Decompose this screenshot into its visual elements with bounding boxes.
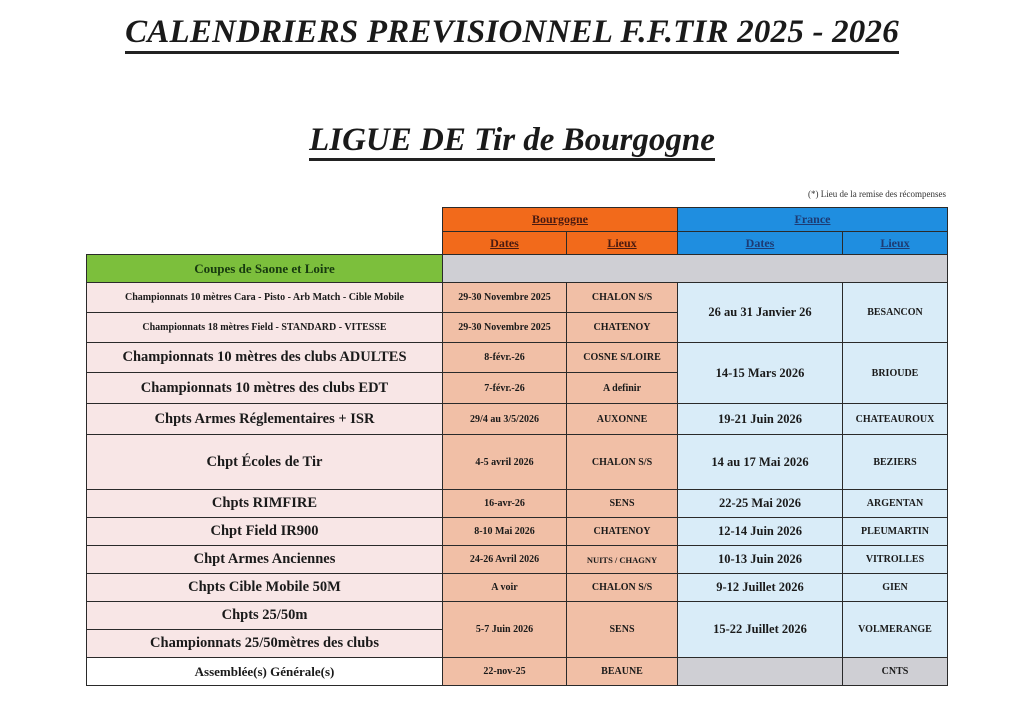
- event-name: Championnats 18 mètres Field - STANDARD - VITESSE: [87, 313, 443, 343]
- france-lieu: GIEN: [843, 574, 948, 602]
- section-coupes: Coupes de Saone et Loire: [87, 255, 443, 283]
- table-row: [87, 602, 948, 630]
- header-bourgogne-dates: Dates: [443, 232, 567, 255]
- event-name: Championnats 10 mètres des clubs ADULTES: [87, 343, 443, 373]
- france-date: 12-14 Juin 2026: [678, 518, 843, 546]
- france-date: 26 au 31 Janvier 26: [678, 283, 843, 343]
- bourgogne-lieu: CHATENOY: [567, 313, 678, 343]
- table-row: [87, 574, 948, 602]
- france-date: 14-15 Mars 2026: [678, 343, 843, 404]
- france-date: 9-12 Juillet 2026: [678, 574, 843, 602]
- table-row: [87, 490, 948, 518]
- header-france-lieux: Lieux: [843, 232, 948, 255]
- event-name: Chpts Armes Réglementaires + ISR: [87, 404, 443, 435]
- bourgogne-date: 29-30 Novembre 2025: [443, 283, 567, 313]
- france-lieu: CNTS: [843, 658, 948, 686]
- bourgogne-date: A voir: [443, 574, 567, 602]
- table-row: [87, 518, 948, 546]
- document-title: CALENDRIERS PREVISIONNEL F.F.TIR 2025 - 2026: [0, 14, 1024, 51]
- bourgogne-lieu: CHALON S/S: [567, 435, 678, 490]
- event-name: Assemblée(s) Générale(s): [87, 658, 443, 686]
- france-lieu: PLEUMARTIN: [843, 518, 948, 546]
- table-row: [87, 404, 948, 435]
- header-row-columns: [87, 232, 948, 255]
- bourgogne-lieu: SENS: [567, 490, 678, 518]
- calendar-table: [86, 207, 948, 686]
- bourgogne-lieu: NUITS / CHAGNY: [567, 546, 678, 574]
- event-name: Chpt Field IR900: [87, 518, 443, 546]
- bourgogne-date: 29-30 Novembre 2025: [443, 313, 567, 343]
- france-date: 14 au 17 Mai 2026: [678, 435, 843, 490]
- section-row: [87, 255, 948, 283]
- france-lieu: CHATEAUROUX: [843, 404, 948, 435]
- header-france: France: [678, 208, 948, 232]
- bourgogne-date: 8-10 Mai 2026: [443, 518, 567, 546]
- event-name: Championnats 10 mètres des clubs EDT: [87, 373, 443, 404]
- bourgogne-date: 29/4 au 3/5/2026: [443, 404, 567, 435]
- section-grey-fill: [443, 255, 948, 283]
- bourgogne-lieu: SENS: [567, 602, 678, 658]
- table-row: [87, 343, 948, 373]
- event-name: Championnats 25/50mètres des clubs: [87, 630, 443, 658]
- france-date: 19-21 Juin 2026: [678, 404, 843, 435]
- france-lieu: BRIOUDE: [843, 343, 948, 404]
- document-subtitle: LIGUE DE Tir de Bourgogne: [0, 122, 1024, 159]
- event-name: Chpts RIMFIRE: [87, 490, 443, 518]
- france-lieu: BEZIERS: [843, 435, 948, 490]
- bourgogne-date: 16-avr-26: [443, 490, 567, 518]
- bourgogne-date: 5-7 Juin 2026: [443, 602, 567, 658]
- france-lieu: VOLMERANGE: [843, 602, 948, 658]
- bourgogne-date: 7-févr.-26: [443, 373, 567, 404]
- france-lieu: ARGENTAN: [843, 490, 948, 518]
- bourgogne-lieu: COSNE S/LOIRE: [567, 343, 678, 373]
- bourgogne-lieu: CHALON S/S: [567, 283, 678, 313]
- france-date: 22-25 Mai 2026: [678, 490, 843, 518]
- table-row: [87, 658, 948, 686]
- bourgogne-date: 8-févr.-26: [443, 343, 567, 373]
- bourgogne-lieu: A definir: [567, 373, 678, 404]
- event-name: Chpts Cible Mobile 50M: [87, 574, 443, 602]
- table-row: [87, 546, 948, 574]
- bourgogne-lieu: BEAUNE: [567, 658, 678, 686]
- bourgogne-lieu: AUXONNE: [567, 404, 678, 435]
- table-row: [87, 435, 948, 490]
- header-france-dates: Dates: [678, 232, 843, 255]
- france-date: 10-13 Juin 2026: [678, 546, 843, 574]
- france-lieu: BESANCON: [843, 283, 948, 343]
- event-name: Chpt Armes Anciennes: [87, 546, 443, 574]
- france-lieu: VITROLLES: [843, 546, 948, 574]
- france-date-empty: [678, 658, 843, 686]
- bourgogne-lieu: CHALON S/S: [567, 574, 678, 602]
- bourgogne-lieu: CHATENOY: [567, 518, 678, 546]
- awards-note: (*) Lieu de la remise des récompenses: [808, 189, 946, 199]
- header-bourgogne: Bourgogne: [443, 208, 678, 232]
- bourgogne-date: 24-26 Avril 2026: [443, 546, 567, 574]
- table-row: [87, 283, 948, 313]
- event-name: Chpt Écoles de Tir: [87, 435, 443, 490]
- bourgogne-date: 4-5 avril 2026: [443, 435, 567, 490]
- bourgogne-date: 22-nov-25: [443, 658, 567, 686]
- header-bourgogne-lieux: Lieux: [567, 232, 678, 255]
- header-blank: [87, 208, 443, 232]
- header-row-regions: [87, 208, 948, 232]
- event-name: Chpts 25/50m: [87, 602, 443, 630]
- france-date: 15-22 Juillet 2026: [678, 602, 843, 658]
- header-blank-2: [87, 232, 443, 255]
- event-name: Championnats 10 mètres Cara - Pisto - Arb Match - Cible Mobile: [87, 283, 443, 313]
